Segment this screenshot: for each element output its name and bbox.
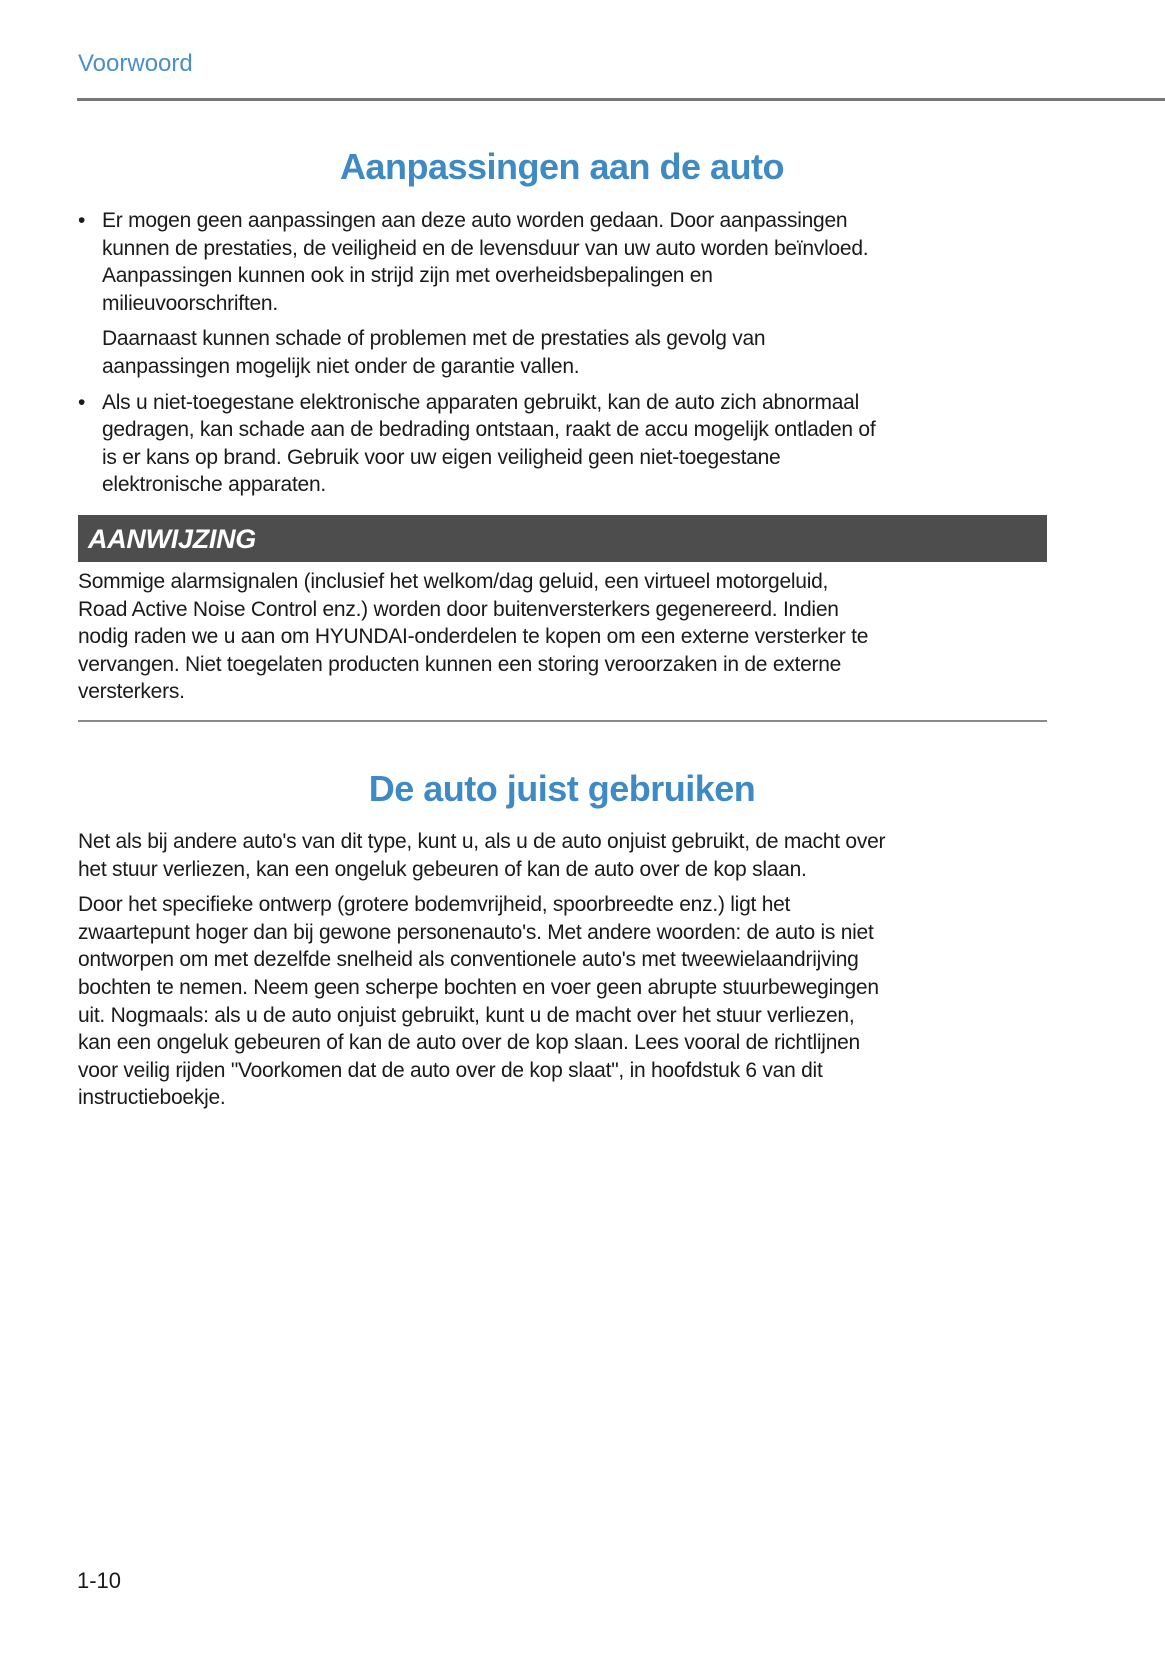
text-line: kunnen de prestaties, de veiligheid en de levensduur van uw auto worden beïnvloed. [102,236,869,260]
text-line: Er mogen geen aanpassingen aan deze auto worden gedaan. Door aanpassingen [102,209,848,232]
text-line: aanpassingen mogelijk niet onder de garantie vallen. [102,354,580,378]
text-line: voor veilig rijden "Voorkomen dat de auto over de kop slaat", in hoofdstuk 6 van dit [78,1058,823,1082]
text-line: Daarnaast kunnen schade of problemen met de prestaties als gevolg van [102,327,766,351]
paragraph [102,207,1046,317]
paragraph [78,828,1046,883]
text-line: versterkers. [78,680,185,704]
notice-header-bar [78,515,1047,562]
bullet-item [78,207,1046,381]
notice-title: AANWIJZING [88,524,256,554]
text-line: ontworpen om met dezelfde snelheid als conventionele auto's met tweewielaandrijving [78,948,859,972]
notice-body [78,568,1046,706]
text-line: bochten te nemen. Neem geen scherpe bochten en voer geen abrupte stuurbewegingen [78,975,879,999]
notice-divider [78,720,1047,722]
paragraph [102,389,1046,499]
bullet-item [78,389,1046,499]
text-line: Door het specifieke ontwerp (grotere bodemvrijheid, spoorbreedte enz.) ligt het [78,893,791,917]
text-line: instructieboekje. [78,1086,226,1110]
correct-use-body [78,828,1046,1112]
bullet-icon: • [78,390,86,414]
text-line: nodig raden we u aan om HYUNDAI-onderdelen te kopen om een externe versterker te [78,625,869,649]
text-line: Road Active Noise Control enz.) worden door buitenversterkers gegenereerd. Indien [78,597,839,621]
text-line: elektronische apparaten. [102,473,326,497]
section-title-modifications: Aanpassingen aan de auto [339,146,785,187]
modifications-bullet-list [78,207,1046,499]
text-line: gedragen, kan schade aan de bedrading ontstaan, raakt de accu mogelijk ontladen of [102,418,876,442]
header-divider [77,98,1165,101]
text-line: het stuur verliezen, kan een ongeluk gebeuren of kan de auto over de kop slaan. [78,857,807,881]
text-line: kan een ongeluk gebeuren of kan de auto over de kop slaan. Lees vooral de richtlijnen [78,1031,860,1055]
paragraph [102,325,1046,380]
section-header: Voorwoord [78,50,193,77]
text-line: Net als bij andere auto's van dit type, kunt u, als u de auto onjuist gebruikt, de macht over [78,830,886,853]
section-title-correct-use: De auto juist gebruiken [368,768,756,809]
text-line: Aanpassingen kunnen ook in strijd zijn met overheidsbepalingen en [102,264,713,288]
page-number: 1-10 [77,1568,122,1593]
text-line: uit. Nogmaals: als u de auto onjuist gebruikt, kunt u de macht over het stuur verliezen, [78,1003,855,1027]
text-line: zwaartepunt hoger dan bij gewone personenauto's. Met andere woorden: de auto is niet [78,920,874,944]
bullet-icon: • [78,209,86,232]
text-line: Als u niet-toegestane elektronische apparaten gebruikt, kan de auto zich abnormaal [102,390,859,414]
paragraph [78,891,1046,1112]
text-line: Sommige alarmsignalen (inclusief het welkom/dag geluid, een virtueel motorgeluid, [78,570,829,593]
text-line: is er kans op brand. Gebruik voor uw eigen veiligheid geen niet-toegestane [102,445,781,469]
text-line: milieuvoorschriften. [102,291,278,315]
text-line: vervangen. Niet toegelaten producten kunnen een storing veroorzaken in de externe [78,652,842,676]
